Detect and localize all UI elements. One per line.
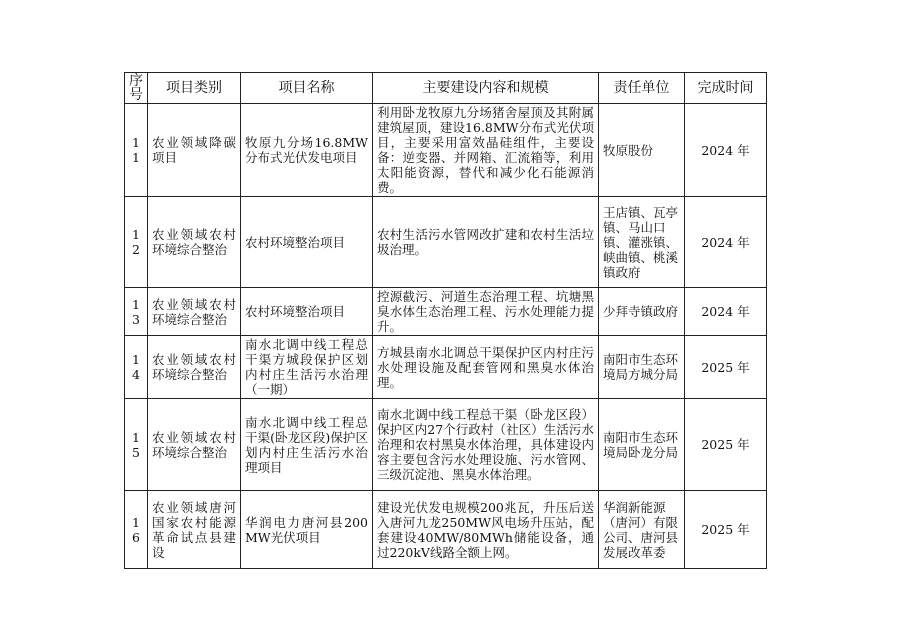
header-year: 完成时间 <box>685 73 767 104</box>
row-year: 2024 年 <box>685 104 767 197</box>
row-name: 农村环境整治项目 <box>241 288 373 336</box>
row-index: 13 <box>125 288 148 336</box>
row-category: 农业领域降碳项目 <box>148 104 241 197</box>
row-name: 南水北调中线工程总干渠(卧龙区段)保护区划内村庄生活污水治理项目 <box>241 399 373 491</box>
header-category: 项目类别 <box>148 73 241 104</box>
row-content: 农村生活污水管网改扩建和农村生活垃圾治理。 <box>373 197 599 288</box>
row-index: 14 <box>125 336 148 399</box>
row-category: 农业领域农村环境综合整治 <box>148 288 241 336</box>
table-row <box>125 197 767 288</box>
table-row <box>125 399 767 491</box>
row-index: 15 <box>125 399 148 491</box>
row-unit: 南阳市生态环境局卧龙分局 <box>599 399 685 491</box>
row-content: 方城县南水北调总干渠保护区内村庄污水处理设施及配套管网和黑臭水体治理。 <box>373 336 599 399</box>
header-unit: 责任单位 <box>599 73 685 104</box>
row-unit: 南阳市生态环境局方城分局 <box>599 336 685 399</box>
row-year: 2025 年 <box>685 491 767 569</box>
row-content: 控源截污、河道生态治理工程、坑塘黑臭水体生态治理工程、污水处理能力提升。 <box>373 288 599 336</box>
table-row <box>125 336 767 399</box>
project-table <box>124 72 767 569</box>
header-name: 项目名称 <box>241 73 373 104</box>
row-unit: 华润新能源（唐河）有限公司、唐河县发展改革委 <box>599 491 685 569</box>
row-category: 农业领域农村环境综合整治 <box>148 197 241 288</box>
row-name: 南水北调中线工程总干渠方城段保护区划内村庄生活污水治理（一期） <box>241 336 373 399</box>
table-row <box>125 491 767 569</box>
table-row <box>125 104 767 197</box>
row-name: 牧原九分场16.8MW分布式光伏发电项目 <box>241 104 373 197</box>
row-year: 2025 年 <box>685 336 767 399</box>
row-index: 16 <box>125 491 148 569</box>
row-name: 华润电力唐河县200MW光伏项目 <box>241 491 373 569</box>
row-index: 12 <box>125 197 148 288</box>
row-unit: 王店镇、瓦亭镇、马山口镇、灌涨镇、峡曲镇、桃溪镇政府 <box>599 197 685 288</box>
row-index: 11 <box>125 104 148 197</box>
row-content: 南水北调中线工程总干渠（卧龙区段）保护区内27个行政村（社区）生活污水治理和农村黑臭水体治理，具体建设内容主要包含污水处理设施、污水管网、三级沉淀池、黑臭水体治理。 <box>373 399 599 491</box>
row-year: 2024 年 <box>685 197 767 288</box>
row-category: 农业领域唐河国家农村能源革命试点县建设 <box>148 491 241 569</box>
row-category: 农业领域农村环境综合整治 <box>148 399 241 491</box>
row-name: 农村环境整治项目 <box>241 197 373 288</box>
header-content: 主要建设内容和规模 <box>373 73 599 104</box>
table-row <box>125 288 767 336</box>
table-header-row <box>125 73 767 104</box>
row-unit: 少拜寺镇政府 <box>599 288 685 336</box>
row-category: 农业领域农村环境综合整治 <box>148 336 241 399</box>
row-unit: 牧原股份 <box>599 104 685 197</box>
row-content: 利用卧龙牧原九分场猪舍屋顶及其附属建筑屋顶，建设16.8MW分布式光伏项目，主要采用富效晶硅组件，主要设备：逆变器、并网箱、汇流箱等，利用太阳能资源，替代和减少化石能源消费。 <box>373 104 599 197</box>
header-index: 序号 <box>125 73 148 104</box>
row-content: 建设光伏发电规模200兆瓦，升压后送入唐河九龙250MW风电场升压站，配套建设40MW/80MWh储能设备，通过220kV线路全额上网。 <box>373 491 599 569</box>
row-year: 2025 年 <box>685 399 767 491</box>
row-year: 2024 年 <box>685 288 767 336</box>
